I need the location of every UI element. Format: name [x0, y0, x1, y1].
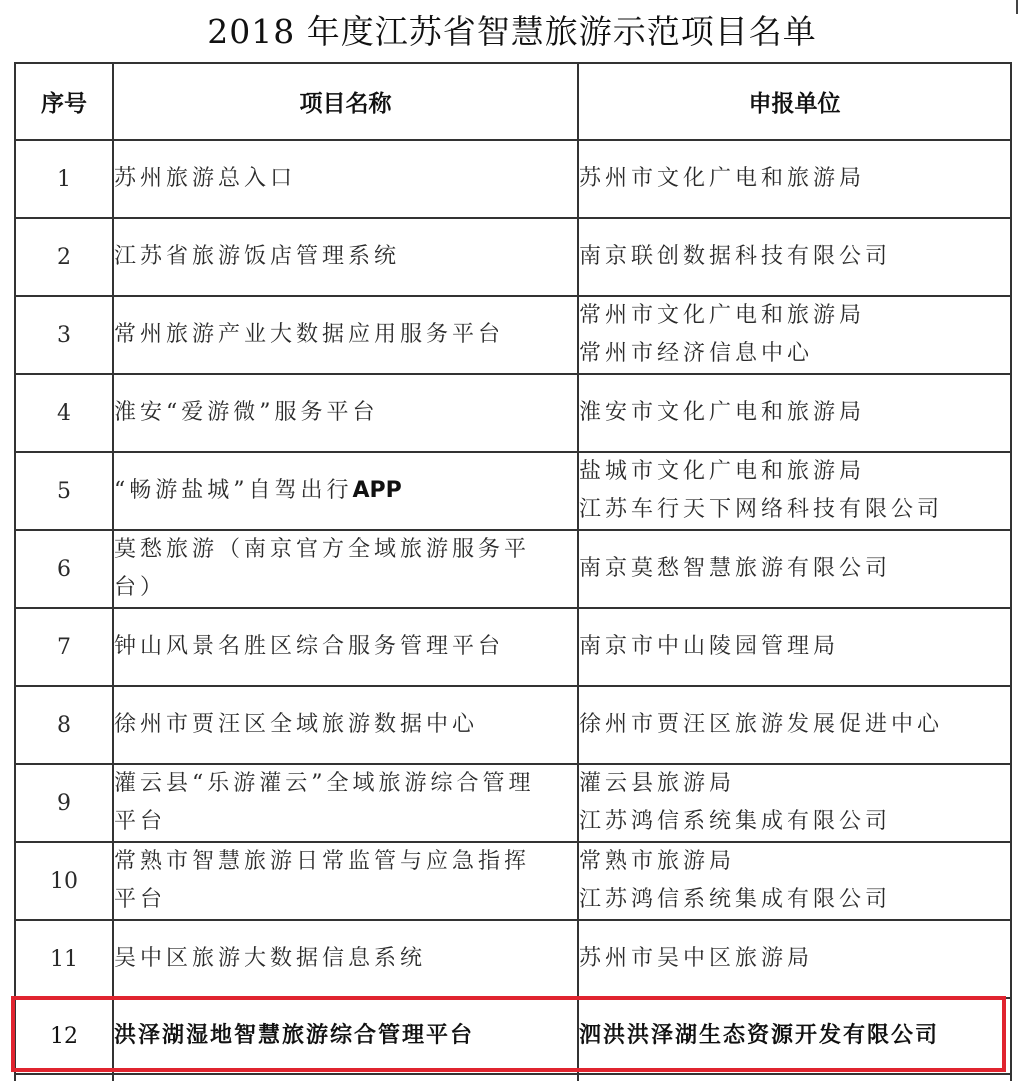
project-name-line: 徐州市贾汪区全域旅游数据中心: [114, 712, 479, 737]
table-row: [15, 842, 1011, 920]
project-name-line: 淮安“爱游微”服务平台: [114, 400, 379, 425]
row-number: 9: [15, 764, 113, 842]
reporting-unit-line: 南京莫愁智慧旅游有限公司: [579, 556, 892, 581]
reporting-unit-line: 苏州市文化广电和旅游局: [579, 166, 866, 191]
project-name: [113, 374, 578, 452]
reporting-unit: [578, 530, 1011, 608]
project-name: [113, 764, 578, 842]
project-name: [113, 452, 578, 530]
reporting-unit: [578, 998, 1011, 1074]
project-name-line: 吴中区旅游大数据信息系统: [114, 946, 427, 971]
row-number: 11: [15, 920, 113, 998]
row-number: 1: [15, 140, 113, 218]
row-number: 6: [15, 530, 113, 608]
table-row-cut-off: [15, 1074, 1011, 1081]
table-row: [15, 374, 1011, 452]
reporting-unit-line: 徐州市贾汪区旅游发展促进中心: [579, 712, 944, 737]
table-row: [15, 608, 1011, 686]
row-number: 2: [15, 218, 113, 296]
row-number: 4: [15, 374, 113, 452]
reporting-unit-line: 江苏车行天下网络科技有限公司: [579, 497, 944, 522]
reporting-unit: [578, 920, 1011, 998]
reporting-unit-line: 江苏鸿信系统集成有限公司: [579, 809, 892, 834]
document-title: 2018 年度江苏省智慧旅游示范项目名单: [207, 12, 817, 51]
empty-cell: [578, 1074, 1011, 1081]
project-name-line: 江苏省旅游饭店管理系统: [114, 244, 401, 269]
row-number: 12: [15, 998, 113, 1074]
reporting-unit-line: 南京联创数据科技有限公司: [579, 244, 892, 269]
project-name: [113, 530, 578, 608]
project-name: [113, 998, 578, 1074]
project-name: [113, 218, 578, 296]
table-row: [15, 530, 1011, 608]
project-list-table: [14, 62, 1012, 1081]
project-name: [113, 608, 578, 686]
reporting-unit: [578, 842, 1011, 920]
table-row: [15, 686, 1011, 764]
project-name-line: 灌云县“乐游灌云”全域旅游综合管理: [114, 771, 535, 796]
row-number: 7: [15, 608, 113, 686]
row-number: 10: [15, 842, 113, 920]
reporting-unit-line: 南京市中山陵园管理局: [579, 634, 840, 659]
reporting-unit-line: 常州市经济信息中心: [579, 341, 814, 366]
project-name-line: 洪泽湖湿地智慧旅游综合管理平台: [114, 1023, 475, 1048]
table-row: [15, 452, 1011, 530]
reporting-unit-line: 盐城市文化广电和旅游局: [579, 459, 866, 484]
reporting-unit-line: 灌云县旅游局: [579, 771, 736, 796]
table-row: [15, 764, 1011, 842]
reporting-unit-line: 淮安市文化广电和旅游局: [579, 400, 866, 425]
table-row: [15, 218, 1011, 296]
project-name-line: 苏州旅游总入口: [114, 166, 297, 191]
project-name-line: 常熟市智慧旅游日常监管与应急指挥: [114, 849, 531, 874]
project-name-line: 钟山风景名胜区综合服务管理平台: [114, 634, 505, 659]
reporting-unit-line: 泗洪洪泽湖生态资源开发有限公司: [579, 1023, 940, 1048]
project-name-line: “畅游盐城”自驾出行: [114, 478, 353, 503]
row-number: 8: [15, 686, 113, 764]
reporting-unit: [578, 608, 1011, 686]
table-row: [15, 296, 1011, 374]
reporting-unit: [578, 374, 1011, 452]
project-name-line: 平台: [114, 887, 167, 912]
reporting-unit: [578, 140, 1011, 218]
row-number: 5: [15, 452, 113, 530]
row-number: 3: [15, 296, 113, 374]
reporting-unit: [578, 686, 1011, 764]
project-name-suffix: APP: [352, 478, 402, 503]
project-name-line: 莫愁旅游（南京官方全域旅游服务平: [114, 537, 531, 562]
table-row: [15, 920, 1011, 998]
table-header-row: [15, 63, 1011, 140]
reporting-unit: [578, 218, 1011, 296]
project-name: [113, 140, 578, 218]
empty-cell: [15, 1074, 113, 1081]
header-project-name: 项目名称: [113, 63, 578, 140]
header-index: 序号: [15, 63, 113, 140]
project-name-line: 常州旅游产业大数据应用服务平台: [114, 322, 505, 347]
reporting-unit-line: 常州市文化广电和旅游局: [579, 303, 866, 328]
project-name-line: 台）: [114, 575, 167, 600]
header-reporting-unit: 申报单位: [578, 63, 1011, 140]
reporting-unit: [578, 764, 1011, 842]
project-name: [113, 296, 578, 374]
project-name: [113, 842, 578, 920]
reporting-unit: [578, 452, 1011, 530]
project-name: [113, 920, 578, 998]
reporting-unit-line: 苏州市吴中区旅游局: [579, 946, 814, 971]
page-edge-mark: [1016, 0, 1018, 14]
project-name-line: 平台: [114, 809, 167, 834]
reporting-unit-line: 常熟市旅游局: [579, 849, 736, 874]
empty-cell: [113, 1074, 578, 1081]
table-row-highlighted: [15, 998, 1011, 1074]
reporting-unit-line: 江苏鸿信系统集成有限公司: [579, 887, 892, 912]
table-row: [15, 140, 1011, 218]
reporting-unit: [578, 296, 1011, 374]
project-name: [113, 686, 578, 764]
